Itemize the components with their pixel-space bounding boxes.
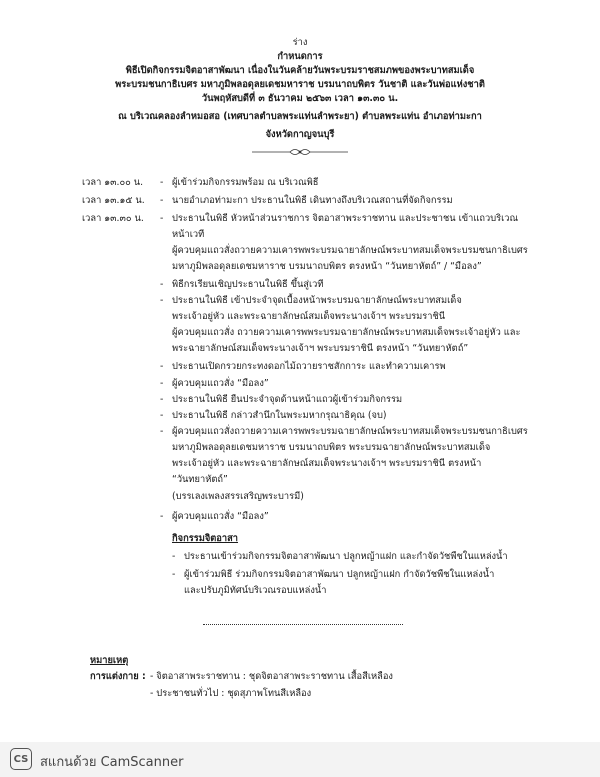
- ornament-divider: [250, 147, 350, 157]
- schedule-item-10-line-1: ผู้ควบคุมแถวสั่งถวายความเคารพพระบรมฉายาลักษณ์พระบาทสมเด็จพระบรมชนกาธิเบศร: [172, 426, 528, 437]
- bullet-dash: -: [160, 361, 164, 372]
- schedule-item-10-line-5: (บรรเลงเพลงสรรเสริญพระบารมี): [172, 491, 304, 502]
- schedule-item-11: ผู้ควบคุมแถวสั่ง “มือลง”: [172, 511, 269, 522]
- draft-label: ร่าง: [292, 37, 308, 48]
- schedule-item-5-line-4: พระฉายาลักษณ์สมเด็จพระนางเจ้าฯ พระบรมราชินี ตรงหน้า “วันทยาหัตถ์”: [172, 343, 469, 354]
- schedule-item-5-line-3: ผู้ควบคุมแถวสั่ง ถวายความเคารพพระบรมฉายาลักษณ์พระบาทสมเด็จพระเจ้าอยู่หัว และ: [172, 327, 521, 338]
- dress-code-volunteers: - จิตอาสาพระราชทาน : ชุดจิตอาสาพระราชทาน เสื้อสีเหลือง: [150, 671, 393, 682]
- schedule-item-9: ประธานในพิธี กล่าวสำนึกในพระมหากรุณาธิคุณ (จบ): [172, 410, 387, 421]
- bullet-dash: -: [160, 213, 164, 224]
- bullet-dash: -: [172, 569, 176, 580]
- bullet-dash: -: [160, 177, 164, 188]
- schedule-item-5-line-2: พระเจ้าอยู่หัว และพระฉายาลักษณ์สมเด็จพระนางเจ้าฯ พระบรมราชินี: [172, 311, 446, 322]
- schedule-item-3-line-1: ประธานในพิธี หัวหน้าส่วนราชการ จิตอาสาพระราชทาน และประชาชน เข้าแถวบริเวณ: [172, 213, 519, 224]
- dress-code-public: - ประชาชนทั่วไป : ชุดสุภาพโทนสีเหลือง: [150, 688, 312, 699]
- camscanner-logo-icon: CS: [10, 748, 32, 770]
- schedule-item-3-line-4: มหาภูมิพลอดุลยเดชมหาราช บรมนาถบพิตร ตรงหน้า “วันทยาหัตถ์” / “มือลง”: [172, 261, 482, 272]
- schedule-item-10-line-2: มหาภูมิพลอดุลยเดชมหาราช บรมนาถบพิตร พระบรมฉายาลักษณ์พระบาทสมเด็จ: [172, 442, 491, 453]
- title-line-1: พิธีเปิดกิจกรรมจิตอาสาพัฒนา เนื่องในวันคล้ายวันพระบรมราชสมภพของพระบาทสมเด็จ: [125, 65, 475, 76]
- time-1330: เวลา ๑๓.๓๐ น.: [82, 213, 144, 224]
- schedule-item-10-line-4: “วันทยาหัตถ์”: [172, 474, 228, 485]
- bullet-dash: -: [160, 295, 164, 306]
- schedule-item-7: ผู้ควบคุมแถวสั่ง “มือลง”: [172, 378, 269, 389]
- camscanner-text: สแกนด้วย CamScanner: [40, 755, 184, 770]
- schedule-item-4: พิธีกรเรียนเชิญประธานในพิธี ขึ้นสู่เวที: [172, 279, 324, 290]
- time-1300: เวลา ๑๓.๐๐ น.: [82, 177, 144, 188]
- bullet-dash: -: [160, 410, 164, 421]
- bullet-dash: -: [160, 394, 164, 405]
- event-location: ณ บริเวณคลองลำหมอสอ (เทศบาลตำบลพระแท่นลำพระยา) ตำบลพระแท่น อำเภอท่ามะกา: [118, 111, 482, 122]
- schedule-item-10-line-3: พระเจ้าอยู่หัว และพระฉายาลักษณ์สมเด็จพระนางเจ้าฯ พระบรมราชินี ตรงหน้า: [172, 458, 482, 469]
- schedule-item-3-line-2: หน้าเวที: [172, 229, 205, 240]
- schedule-heading: กำหนดการ: [277, 51, 323, 62]
- schedule-item-6: ประธานเปิดกรวยกระทงดอกไม้ถวายราชสักการะ และทำความเคารพ: [172, 361, 446, 372]
- event-date: วันพฤหัสบดีที่ ๓ ธันวาคม ๒๕๖๓ เวลา ๑๓.๓๐ น.: [201, 93, 399, 104]
- schedule-item-3-line-3: ผู้ควบคุมแถวสั่งถวายความเคารพพระบรมฉายาลักษณ์พระบาทสมเด็จพระบรมชนกาธิเบศร: [172, 245, 528, 256]
- schedule-item-2: นายอำเภอท่ามะกา ประธานในพิธี เดินทางถึงบริเวณสถานที่จัดกิจกรรม: [172, 195, 453, 206]
- activity-heading: กิจกรรมจิตอาสา: [172, 533, 239, 544]
- notes-heading: หมายเหตุ: [90, 655, 129, 666]
- schedule-item-1: ผู้เข้าร่วมกิจกรรมพร้อม ณ บริเวณพิธี: [172, 177, 319, 188]
- title-line-2: พระบรมชนกาธิเบศร มหาภูมิพลอดุลยเดชมหาราช บรมนาถบพิตร วันชาติ และวันพ่อแห่งชาติ: [115, 79, 485, 90]
- schedule-item-5-line-1: ประธานในพิธี เข้าประจำจุดเบื้องหน้าพระบรมฉายาลักษณ์พระบาทสมเด็จ: [172, 295, 462, 306]
- bullet-dash: -: [172, 551, 176, 562]
- bullet-dash: -: [160, 279, 164, 290]
- schedule-item-8: ประธานในพิธี ยืนประจำจุดด้านหน้าแถวผู้เข้าร่วมกิจกรรม: [172, 394, 403, 405]
- activity-item-2-line-2: และปรับภูมิทัศน์บริเวณรอบแหล่งน้ำ: [184, 585, 327, 596]
- dotted-separator: [203, 624, 403, 625]
- activity-item-2-line-1: ผู้เข้าร่วมพิธี ร่วมกิจกรรมจิตอาสาพัฒนา ปลูกหญ้าแฝก กำจัดวัชพืชในแหล่งน้ำ: [184, 569, 495, 580]
- bullet-dash: -: [160, 378, 164, 389]
- event-province: จังหวัดกาญจนบุรี: [265, 129, 335, 140]
- activity-item-1: ประธานเข้าร่วมกิจกรรมจิตอาสาพัฒนา ปลูกหญ้าแฝก และกำจัดวัชพืชในแหล่งน้ำ: [184, 551, 508, 562]
- dress-code-label: การแต่งกาย :: [90, 671, 146, 682]
- bullet-dash: -: [160, 195, 164, 206]
- bullet-dash: -: [160, 426, 164, 437]
- scanner-watermark-bar: [0, 742, 600, 777]
- time-1315: เวลา ๑๓.๑๕ น.: [82, 195, 145, 206]
- bullet-dash: -: [160, 511, 164, 522]
